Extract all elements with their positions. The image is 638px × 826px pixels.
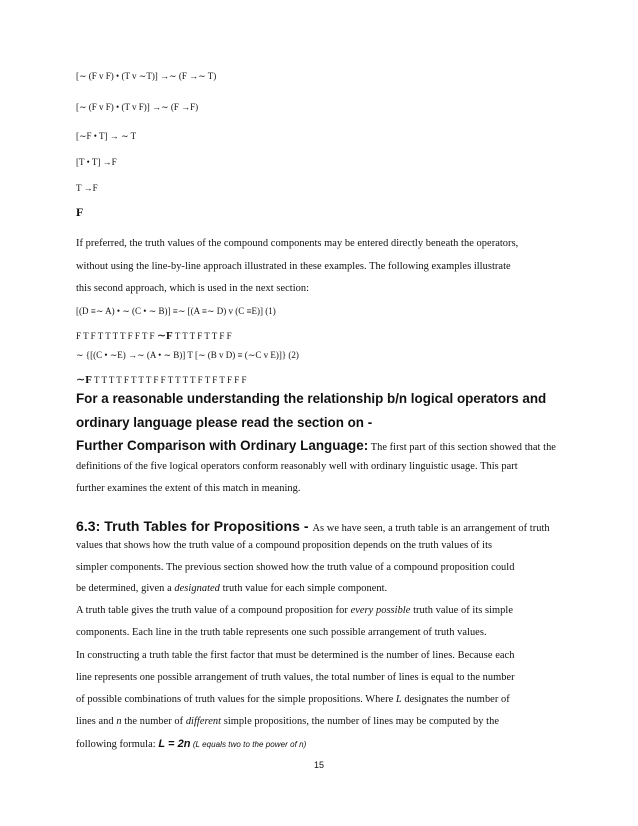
further-heading: Further Comparison with Ordinary Language:: [76, 438, 369, 453]
notice-line-2: ordinary language please read the section on -: [76, 415, 373, 430]
n-mid: the number of: [121, 716, 186, 727]
para1-line-2: without using the line-by-line approach illustrated in these examples. The following examples illustrate: [76, 261, 511, 272]
further-line-1-rest: The first part of this section showed that the: [368, 442, 556, 453]
where-L: L: [395, 694, 402, 705]
example2-formula: ∼ {[(C • ∼E) →∼ (A • ∼ B)] T [∼ (B v D) ≡ (∼C v E)]} (2): [76, 350, 299, 360]
further-line-2: definitions of the five logical operators conform reasonably well with ordinary linguistic usage. This part: [76, 461, 518, 472]
where-post: designates the number of: [401, 694, 510, 705]
section-line-3: simpler components. The previous section showed how the truth value of a compound proposition could: [76, 562, 515, 573]
n-pre: lines and: [76, 716, 117, 727]
example1-formula: [(D ≡∼ A) • ∼ (C • ∼ B)] ≡∼ [(A ≡∼ D) v (C ≡E)] (1): [76, 306, 276, 316]
formula-bold: L = 2n: [158, 738, 191, 750]
lines-para-2: line represents one possible arrangement of truth values, the total number of lines is equal to the number: [76, 672, 515, 683]
n-line: [76, 716, 499, 727]
table-post: truth value of its simple: [410, 605, 514, 616]
section-line-1-rest: As we have seen, a truth table is an arrangement of truth: [312, 523, 550, 534]
formula-line: [76, 738, 306, 750]
n-post: simple propositions, the number of lines may be computed by the: [221, 716, 500, 727]
lines-para-1: In constructing a truth table the first factor that must be determined is the number of lines. Because each: [76, 650, 515, 661]
para1-line-3: this second approach, which is used in the next section:: [76, 283, 310, 294]
section-heading: 6.3: Truth Tables for Propositions -: [76, 518, 313, 534]
table-line-2: components. Each line in the truth table represents one such possible arrangement of truth values.: [76, 627, 487, 638]
example1-main-value: ∼F: [156, 330, 173, 342]
table-pre: A truth table gives the truth value of a compound proposition for: [76, 605, 351, 616]
example2-values-rest: T T T T F T T T F F T T T T F T F T F F F: [91, 375, 247, 385]
para1-line-1: If preferred, the truth values of the compound components may be entered directly beneath the operators,: [76, 238, 519, 249]
where-line: [76, 694, 510, 705]
formula-note: (L equals two to the power of n): [190, 740, 307, 749]
further-line-3: further examines the extent of this match in meaning.: [76, 483, 301, 494]
formula-pre: following formula:: [76, 739, 159, 750]
notice-line-1: For a reasonable understanding the relationship b/n logical operators and: [76, 391, 547, 406]
example1-values-a: F T F T T T T F F T F: [76, 331, 157, 341]
table-em: every possible: [350, 605, 411, 616]
example2-main-value: ∼F: [76, 374, 92, 386]
n-var: n: [116, 716, 122, 727]
further-line-1: [76, 438, 556, 453]
example1-values: [76, 329, 232, 342]
section-line-4: [76, 583, 387, 594]
formula-line-4: [T • T] →F: [76, 157, 117, 167]
formula-line-5: T →F: [76, 183, 98, 193]
example2-values: [76, 373, 246, 386]
formula-line-1: [∼ (F v F) • (T v ∼T)] →∼ (F →∼ T): [76, 71, 217, 81]
result-false: F: [76, 205, 84, 219]
formula-line-3: [∼F • T] → ∼ T: [76, 131, 137, 141]
page-number: 15: [313, 760, 324, 770]
designated-word: designated: [174, 583, 220, 594]
example1-values-b: T T T F T T F F: [172, 331, 232, 341]
section-line-2: values that shows how the truth value of a compound proposition depends on the truth values of its: [76, 540, 493, 551]
section-line-1: [76, 518, 550, 534]
n-em: different: [185, 716, 222, 727]
designated-post: truth value for each simple component.: [219, 583, 388, 594]
where-pre: of possible combinations of truth values for the simple propositions. Where: [76, 694, 396, 705]
formula-line-2: [∼ (F v F) • (T v F)] →∼ (F →F): [76, 102, 199, 112]
designated-pre: be determined, given a: [76, 583, 175, 594]
table-line-1: [76, 605, 513, 616]
